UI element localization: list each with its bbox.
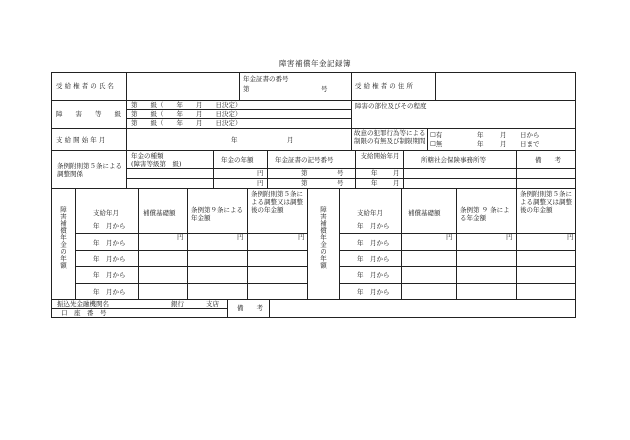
- left-yen-3: 円: [298, 233, 305, 241]
- left-col-art9: 条例第９条による年金額: [191, 206, 243, 222]
- right-col-art5: 条例附則第５条による調整又は調整後の年金額: [520, 190, 572, 214]
- adj-yen: 円: [257, 169, 264, 177]
- right-col-art9: 条例第 ９ 条による年金額: [460, 206, 510, 222]
- yes-year: 年: [477, 131, 484, 139]
- right-row-from-0: 年 月から: [357, 222, 390, 230]
- right-yen-2: 円: [506, 233, 513, 241]
- yes-month: 月: [500, 131, 507, 139]
- adj-go: 号: [337, 169, 344, 177]
- left-row-from-3: 年 月から: [93, 271, 126, 279]
- branch-suffix: 支店: [206, 300, 219, 308]
- right-col-base: 補償基礎額: [408, 209, 441, 217]
- adj-year: 年: [371, 169, 378, 177]
- record-form: [51, 72, 576, 318]
- no-month: 月: [500, 140, 507, 148]
- crime-label: 故意の犯罪行為等による制限の有無及び制限期間: [354, 129, 426, 145]
- left-row-from-4: 年 月から: [93, 288, 126, 296]
- beneficiary-name-label: 受 給 権 者 の 氏 名: [56, 82, 114, 90]
- adj-month: 月: [393, 169, 400, 177]
- pension-type-sub: (障害等級第 級): [131, 160, 182, 168]
- no-year: 年: [477, 140, 484, 148]
- right-row-from-3: 年 月から: [357, 271, 390, 279]
- grade-row-1: 第 級（ 年 月 日決定）: [131, 101, 242, 109]
- left-yen-1: 円: [177, 233, 184, 241]
- section-left-label: 障害補償年金の年額: [59, 206, 67, 269]
- right-row-from-2: 年 月から: [357, 255, 390, 263]
- right-yen-1: 円: [446, 233, 453, 241]
- account-label: 口 座 番 号: [61, 309, 107, 317]
- page-title: 障害補償年金記録簿: [279, 59, 351, 68]
- left-col-pay-start: 支給年月: [93, 209, 119, 217]
- cert-symbol-label: 年金証書の記号番号: [275, 156, 334, 164]
- pay-start-month: 月: [287, 136, 294, 144]
- pay-start-ym-label: 支給開始年月: [360, 152, 400, 160]
- adj-yen-2: 円: [257, 179, 264, 187]
- bank-label: 振込先金融機関名: [57, 300, 109, 308]
- opt-yes: ☐有: [430, 131, 443, 139]
- pension-cert-label: 年金証書の番号: [243, 75, 289, 83]
- cert-go: 号: [321, 85, 328, 93]
- annual-amount-label: 年金の年額: [221, 156, 254, 164]
- grade-label: 障 害 等 級: [56, 110, 121, 118]
- pension-type-label: 年金の種類: [131, 152, 164, 160]
- adj-month-2: 月: [393, 179, 400, 187]
- yes-from: 日から: [520, 131, 540, 139]
- left-row-from-1: 年 月から: [93, 239, 126, 247]
- no-until: 日まで: [520, 140, 540, 148]
- remarks2-label: 備 考: [237, 304, 263, 312]
- left-row-from-0: 年 月から: [93, 222, 126, 230]
- left-yen-2: 円: [237, 233, 244, 241]
- adjust-label: 条例附則第５条による調整関係: [57, 162, 122, 178]
- grade-row-2: 第 級（ 年 月 日決定）: [131, 110, 242, 118]
- disability-part-label: 障害の部位及びその程度: [355, 102, 427, 110]
- opt-no: ☐無: [430, 140, 443, 148]
- adj-year-2: 年: [371, 179, 378, 187]
- pay-start-year: 年: [231, 136, 238, 144]
- section-right-label: 障害補償年金の年額: [319, 206, 327, 269]
- bank-suffix: 銀行: [171, 300, 184, 308]
- right-row-from-4: 年 月から: [357, 288, 390, 296]
- remarks-label: 備 考: [535, 156, 561, 164]
- right-yen-3: 円: [567, 233, 574, 241]
- left-row-from-2: 年 月から: [93, 255, 126, 263]
- adj-dai: 第: [301, 169, 308, 177]
- grade-row-3: 第 級（ 年 月 日決定）: [131, 119, 242, 127]
- cert-dai: 第: [243, 85, 250, 93]
- adj-go-2: 号: [337, 179, 344, 187]
- left-col-art5: 条例附則第５条による調整又は調整後の年金額: [251, 190, 303, 214]
- right-col-pay-start: 支給年月: [357, 209, 383, 217]
- beneficiary-address-label: 受 給 権 者 の 住 所: [355, 82, 413, 90]
- right-row-from-1: 年 月から: [357, 239, 390, 247]
- left-col-base: 補償基礎額: [143, 209, 176, 217]
- adj-dai-2: 第: [301, 179, 308, 187]
- pay-start-label: 支 給 開 始 年 月: [56, 136, 106, 144]
- office-label: 所轄社会保険事務所等: [421, 156, 486, 164]
